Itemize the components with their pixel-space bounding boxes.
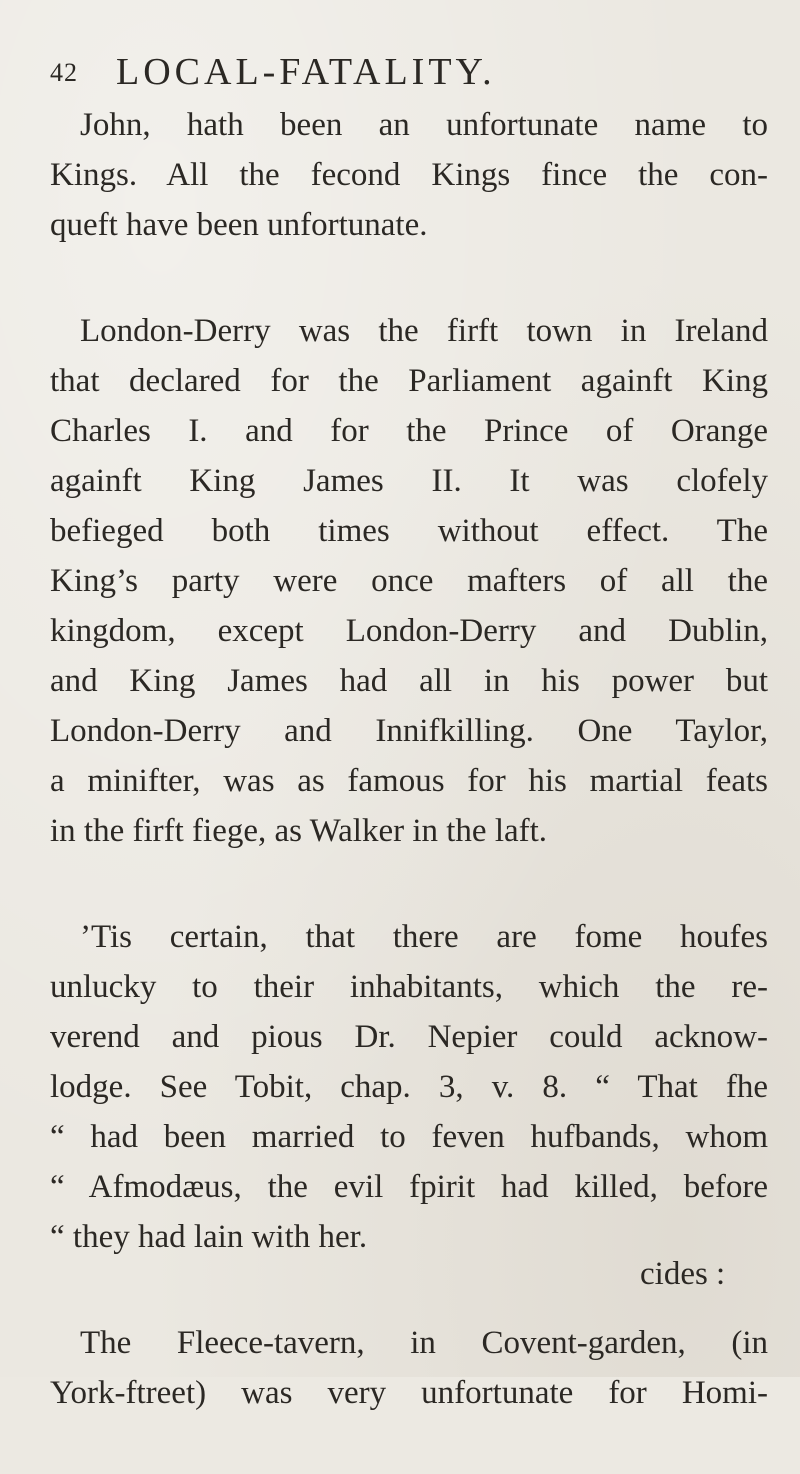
text-line: Kings. All the fecond Kings fince the con- [50, 157, 768, 193]
text-line: John, hath been an unfortunate name to [80, 107, 768, 143]
paragraph-fleece-tavern [50, 1318, 768, 1418]
text-line: lodge. See Tobit, chap. 3, v. 8. “ That fhe [50, 1069, 768, 1105]
text-line: unlucky to their inhabitants, which the re- [50, 969, 768, 1005]
text-line: verend and pious Dr. Nepier could acknow- [50, 1019, 768, 1055]
text-line: ’Tis certain, that there are fome houfes [80, 919, 768, 955]
text-line: “ had been married to feven hufbands, whom [50, 1119, 768, 1155]
page-number: 42 [50, 58, 78, 87]
text-line: againft King James II. It was clofely [50, 463, 768, 499]
paragraph-london-derry [50, 306, 768, 856]
page-header [40, 48, 780, 98]
text-line: a minifter, was as famous for his martial feats [50, 763, 768, 799]
paragraph-john [50, 100, 768, 250]
text-line: queft have been unfortunate. [50, 207, 428, 243]
text-line: kingdom, except London-Derry and Dublin, [50, 613, 768, 649]
text-line: London-Derry and Innifkilling. One Taylor, [50, 713, 768, 749]
text-line: befieged both times without effect. The [50, 513, 768, 549]
text-line: York-ftreet) was very unfortunate for Homi- [50, 1375, 768, 1411]
text-line: that declared for the Parliament againft King [50, 363, 768, 399]
text-line: “ Afmodæus, the evil fpirit had killed, before [50, 1169, 768, 1205]
text-line: and King James had all in his power but [50, 663, 768, 699]
text-line: Charles I. and for the Prince of Orange [50, 413, 768, 449]
text-line: The Fleece-tavern, in Covent-garden, (in [80, 1325, 768, 1361]
text-line: King’s party were once mafters of all the [50, 563, 768, 599]
text-line: London-Derry was the firft town in Ireland [80, 313, 768, 349]
text-line: “ they had lain with her. [50, 1219, 368, 1255]
running-head: LOCAL-FATALITY. [116, 51, 496, 93]
text-line: in the firft fiege, as Walker in the laft. [50, 813, 548, 849]
catchword: cides : [640, 1256, 726, 1292]
paragraph-unlucky-houses [50, 912, 768, 1262]
